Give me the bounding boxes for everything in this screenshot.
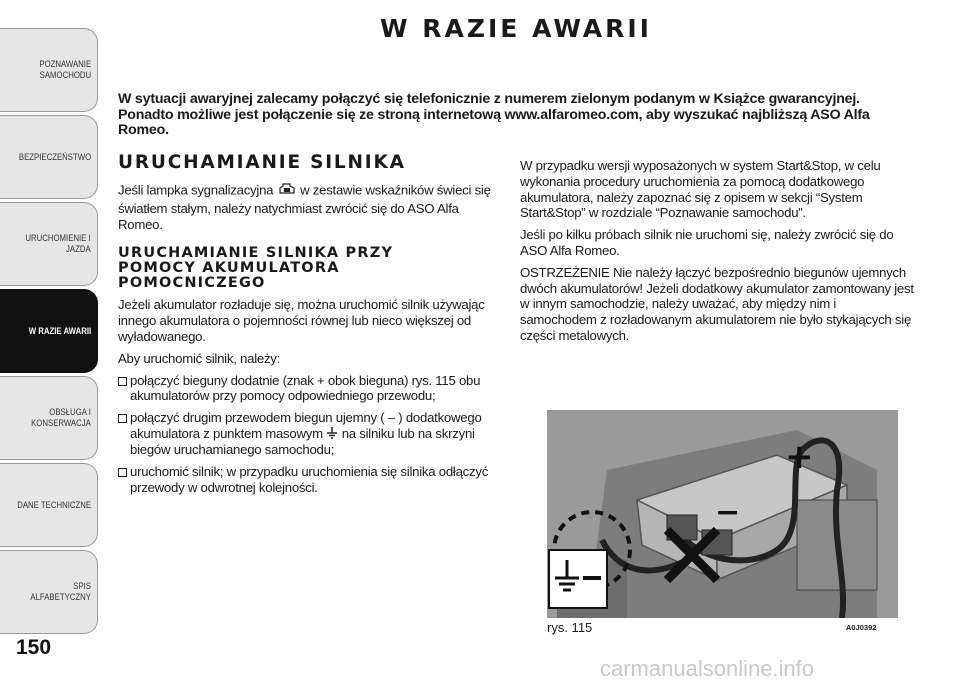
figure-code: A0J0392: [846, 623, 877, 632]
heading-engine-start: URUCHAMIANIE SILNIKA: [118, 152, 406, 173]
list-item: połączyć bieguny dodatnie (znak + obok bieguna) rys. 115 obu akumulatorów przy pomocy odpowiedniego przewodu;: [118, 373, 498, 405]
tab-label: URUCHOMIENIE I JAZDA: [25, 233, 91, 255]
jump-start-paragraph: Jeżeli akumulator rozładuje się, można uruchomić silnik używając innego akumulatora o pojemności równej lub nieco większej od wyładowanego.: [118, 297, 485, 344]
instructions-intro: Aby uruchomić silnik, należy:: [118, 350, 281, 366]
tab-label: SPIS ALFABETYCZNY: [30, 581, 91, 603]
tab-label: OBSŁUGA I KONSERWACJA: [31, 407, 91, 429]
tab-spis-alfabetyczny[interactable]: [0, 550, 98, 634]
list-item-text: połączyć drugim przewodem biegun ujemny ( – ) dodatkowego akumulatora z punktem masowym: [130, 410, 482, 441]
svg-text:+: +: [785, 437, 814, 477]
ground-symbol-icon: [326, 427, 338, 443]
heading-jump-start: URUCHAMIANIE SILNIKA PRZY POMOCY AKUMULATORA POMOCNICZEGO: [118, 245, 394, 292]
engine-warning-icon: [277, 181, 297, 201]
tab-label: BEZPIECZEŃSTWO: [18, 151, 91, 163]
page-number: 150: [16, 636, 52, 659]
tab-label: W RAZIE AWARII: [28, 325, 91, 337]
svg-text:−: −: [715, 495, 741, 530]
warning-paragraph: OSTRZEŻENIE Nie należy łączyć bezpośrednio biegunów ujemnych dwóch akumulatorów! Jeżeli dodatkowy akumulator zamontowany jest w innym samochodzie, należy uważać, aby między nim i samochodem z rozładowanym akumulatorem nie było stykających się części metalowych.: [520, 264, 914, 343]
intro-paragraph: W sytuacji awaryjnej zalecamy połączyć się telefonicznie z numerem zielonym podanym w Książce gwarancyjnej. Ponadto możliwe jest połączenie się ze stroną internetową www.alfaromeo.com, aby wyszukać najbliższą ASO Alfa Romeo.: [118, 91, 870, 138]
battery-jump-start-figure: [547, 410, 898, 618]
section-title: W RAZIE AWARII: [380, 14, 652, 43]
tab-bezpieczenstwo[interactable]: [0, 115, 98, 199]
tab-dane-techniczne[interactable]: [0, 463, 98, 547]
paragraph-text: w zestawie wskaźników świeci się światłem stałym, należy natychmiast zwrócić się do ASO Alfa Romeo.: [118, 182, 491, 232]
right-column: [520, 158, 915, 350]
list-item: uruchomić silnik; w przypadku uruchomienia się silnika odłączyć przewody w odwrotnej kolejności.: [118, 464, 498, 496]
tab-uruchomienie-i-jazda[interactable]: [0, 202, 98, 286]
start-stop-paragraph: W przypadku wersji wyposażonych w system Start&Stop, w celu wykonania procedury uruchomienia za pomocą dodatkowego akumulatora, należy zapoznać się z opisem w sekcji “System Start&Stop” w rozdziale “Poznawanie samochodu”.: [520, 158, 881, 221]
list-item-text: na silniku lub na skrzyni biegów uruchamianego samochodu;: [130, 425, 475, 458]
left-column: [118, 153, 498, 502]
tab-label: DANE TECHNICZNE: [17, 499, 91, 511]
list-item: [118, 410, 498, 458]
figure-caption: rys. 115: [547, 620, 593, 635]
warning-light-paragraph: [118, 181, 498, 232]
tab-w-razie-awarii[interactable]: [0, 289, 98, 373]
tab-poznawanie-samochodu[interactable]: [0, 28, 98, 112]
watermark: carmanualsonline.info: [600, 656, 815, 681]
tab-label: POZNAWANIE SAMOCHODU: [39, 59, 91, 81]
tab-obsluga-i-konserwacja[interactable]: [0, 376, 98, 460]
retry-paragraph: Jeśli po kilku próbach silnik nie uruchomi się, należy zwrócić się do ASO Alfa Romeo.: [520, 227, 894, 258]
paragraph-text: Jeśli lampka sygnalizacyjna: [118, 182, 274, 198]
